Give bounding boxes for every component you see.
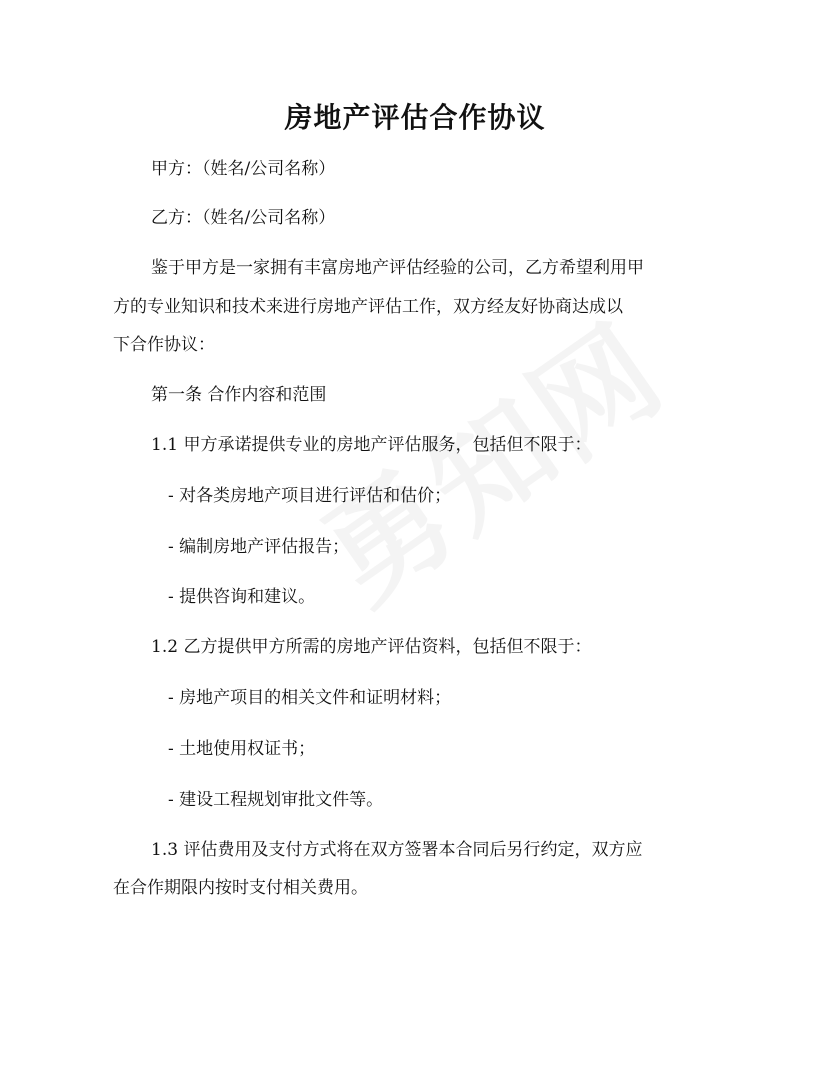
document-title: 房地产评估合作协议 bbox=[284, 101, 546, 134]
party-a-line: 甲方：（姓名/公司名称） bbox=[151, 159, 336, 179]
list-item: - 土地使用权证书； bbox=[168, 739, 316, 759]
clause-1-1: 1.1 甲方承诺提供专业的房地产评估服务，包括但不限于： bbox=[151, 435, 592, 455]
preamble-line: 鉴于甲方是一家拥有丰富房地产评估经验的公司，乙方希望利用甲 bbox=[151, 258, 644, 278]
preamble-line: 下合作协议： bbox=[113, 335, 215, 355]
watermark bbox=[285, 277, 693, 635]
list-item: - 编制房地产评估报告； bbox=[168, 537, 350, 557]
list-item: - 房地产项目的相关文件和证明材料； bbox=[168, 688, 452, 708]
preamble-line: 方的专业知识和技术来进行房地产评估工作，双方经友好协商达成以 bbox=[113, 297, 623, 317]
clause-1-2: 1.2 乙方提供甲方所需的房地产评估资料，包括但不限于： bbox=[151, 637, 592, 657]
list-item: - 提供咨询和建议。 bbox=[168, 587, 316, 607]
list-item: - 建设工程规划审批文件等。 bbox=[168, 790, 384, 810]
party-b-line: 乙方：（姓名/公司名称） bbox=[151, 208, 336, 228]
article-heading: 第一条 合作内容和范围 bbox=[151, 385, 327, 405]
list-item: - 对各类房地产项目进行评估和估价； bbox=[168, 486, 452, 506]
clause-1-3-line: 在合作期限内按时支付相关费用。 bbox=[113, 878, 368, 898]
clause-1-3-line: 1.3 评估费用及支付方式将在双方签署本合同后另行约定，双方应 bbox=[151, 840, 643, 860]
